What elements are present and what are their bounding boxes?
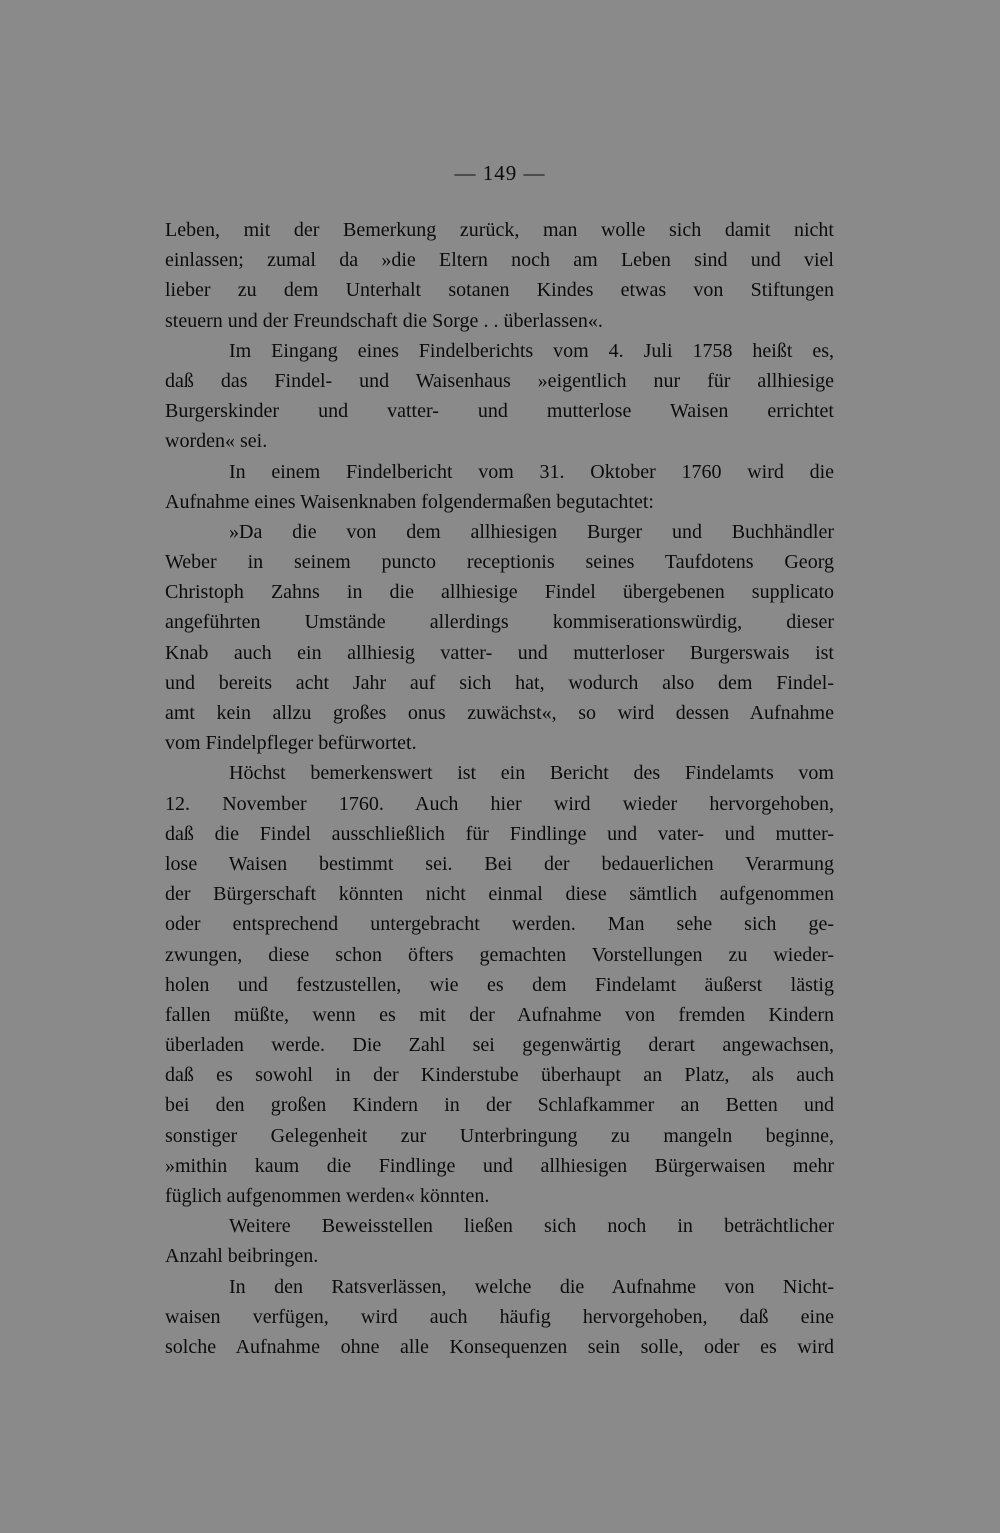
text-line: sonstiger Gelegenheit zur Unterbringung zu mangeln beginne, [165,1124,834,1147]
text-line: Anzahl beibringen. [165,1245,319,1268]
text-line: »mithin kaum die Findlinge und allhiesigen Bürgerwaisen mehr [165,1154,834,1177]
text-line: Höchst bemerkenswert ist ein Bericht des Findelamts vom [229,762,834,785]
text-line: Christoph Zahns in die allhiesige Findel übergebenen supplicato [165,581,834,604]
text-line: solche Aufnahme ohne alle Konsequenzen sein solle, oder es wird [165,1335,834,1358]
text-line: lieber zu dem Unterhalt sotanen Kindes etwas von Stiftungen [165,279,834,302]
text-line: Burgerskinder und vatter- und mutterlose Waisen errichtet [165,400,834,423]
text-line: Aufnahme eines Waisenknaben folgendermaßen begutachtet: [165,490,654,513]
text-line: daß das Findel- und Waisenhaus »eigentlich nur für allhiesige [165,369,834,392]
page-number: — 149 — [454,161,546,185]
text-line: worden« sei. [165,430,268,453]
text-line: daß es sowohl in der Kinderstube überhaupt an Platz, als auch [165,1064,834,1087]
text-line: angeführten Umstände allerdings kommiserationswürdig, dieser [165,611,834,634]
text-line: und bereits acht Jahr auf sich hat, wodurch also dem Findel- [165,671,834,694]
text-line: Leben, mit der Bemerkung zurück, man wolle sich damit nicht [165,219,834,241]
text-line: zwungen, diese schon öfters gemachten Vorstellungen zu wieder- [165,943,834,966]
text-line: 12. November 1760. Auch hier wird wieder hervorgehoben, [165,792,834,815]
text-line: steuern und der Freundschaft die Sorge . . überlassen«. [165,309,603,332]
text-line: holen und festzustellen, wie es dem Findelamt äußerst lästig [165,973,834,996]
text-line: »Da die von dem allhiesigen Burger und Buchhändler [229,520,834,543]
body-text [165,215,834,1362]
text-line: Im Eingang eines Findelberichts vom 4. Juli 1758 heißt es, [229,339,834,362]
text-line: In den Ratsverlässen, welche die Aufnahme von Nicht- [229,1275,834,1298]
text-line: daß die Findel ausschließlich für Findlinge und vater- und mutter- [165,822,834,845]
text-line: oder entsprechend untergebracht werden. Man sehe sich ge- [165,913,834,936]
text-line: In einem Findelbericht vom 31. Oktober 1760 wird die [229,460,834,483]
text-line: füglich aufgenommen werden« könnten. [165,1185,490,1207]
text-line: einlassen; zumal da »die Eltern noch am Leben sind und viel [165,249,834,272]
text-line: waisen verfügen, wird auch häufig hervorgehoben, daß eine [165,1305,834,1328]
text-line: Weber in seinem puncto receptionis seines Taufdotens Georg [165,551,834,574]
text-line: Weitere Beweisstellen ließen sich noch in beträchtlicher [229,1215,834,1238]
text-line: bei den großen Kindern in der Schlafkammer an Betten und [165,1094,834,1117]
text-line: amt kein allzu großes onus zuwächst«, so wird dessen Aufnahme [165,702,834,724]
text-line: lose Waisen bestimmt sei. Bei der bedauerlichen Verarmung [165,852,834,875]
text-line: überladen werde. Die Zahl sei gegenwärtig derart angewachsen, [165,1034,834,1057]
text-line: Knab auch ein allhiesig vatter- und mutterloser Burgerswais ist [165,641,834,664]
text-line: der Bürgerschaft könnten nicht einmal diese sämtlich aufgenommen [165,883,834,906]
text-line: vom Findelpfleger befürwortet. [165,732,417,755]
text-line: fallen müßte, wenn es mit der Aufnahme von fremden Kindern [165,1003,834,1026]
